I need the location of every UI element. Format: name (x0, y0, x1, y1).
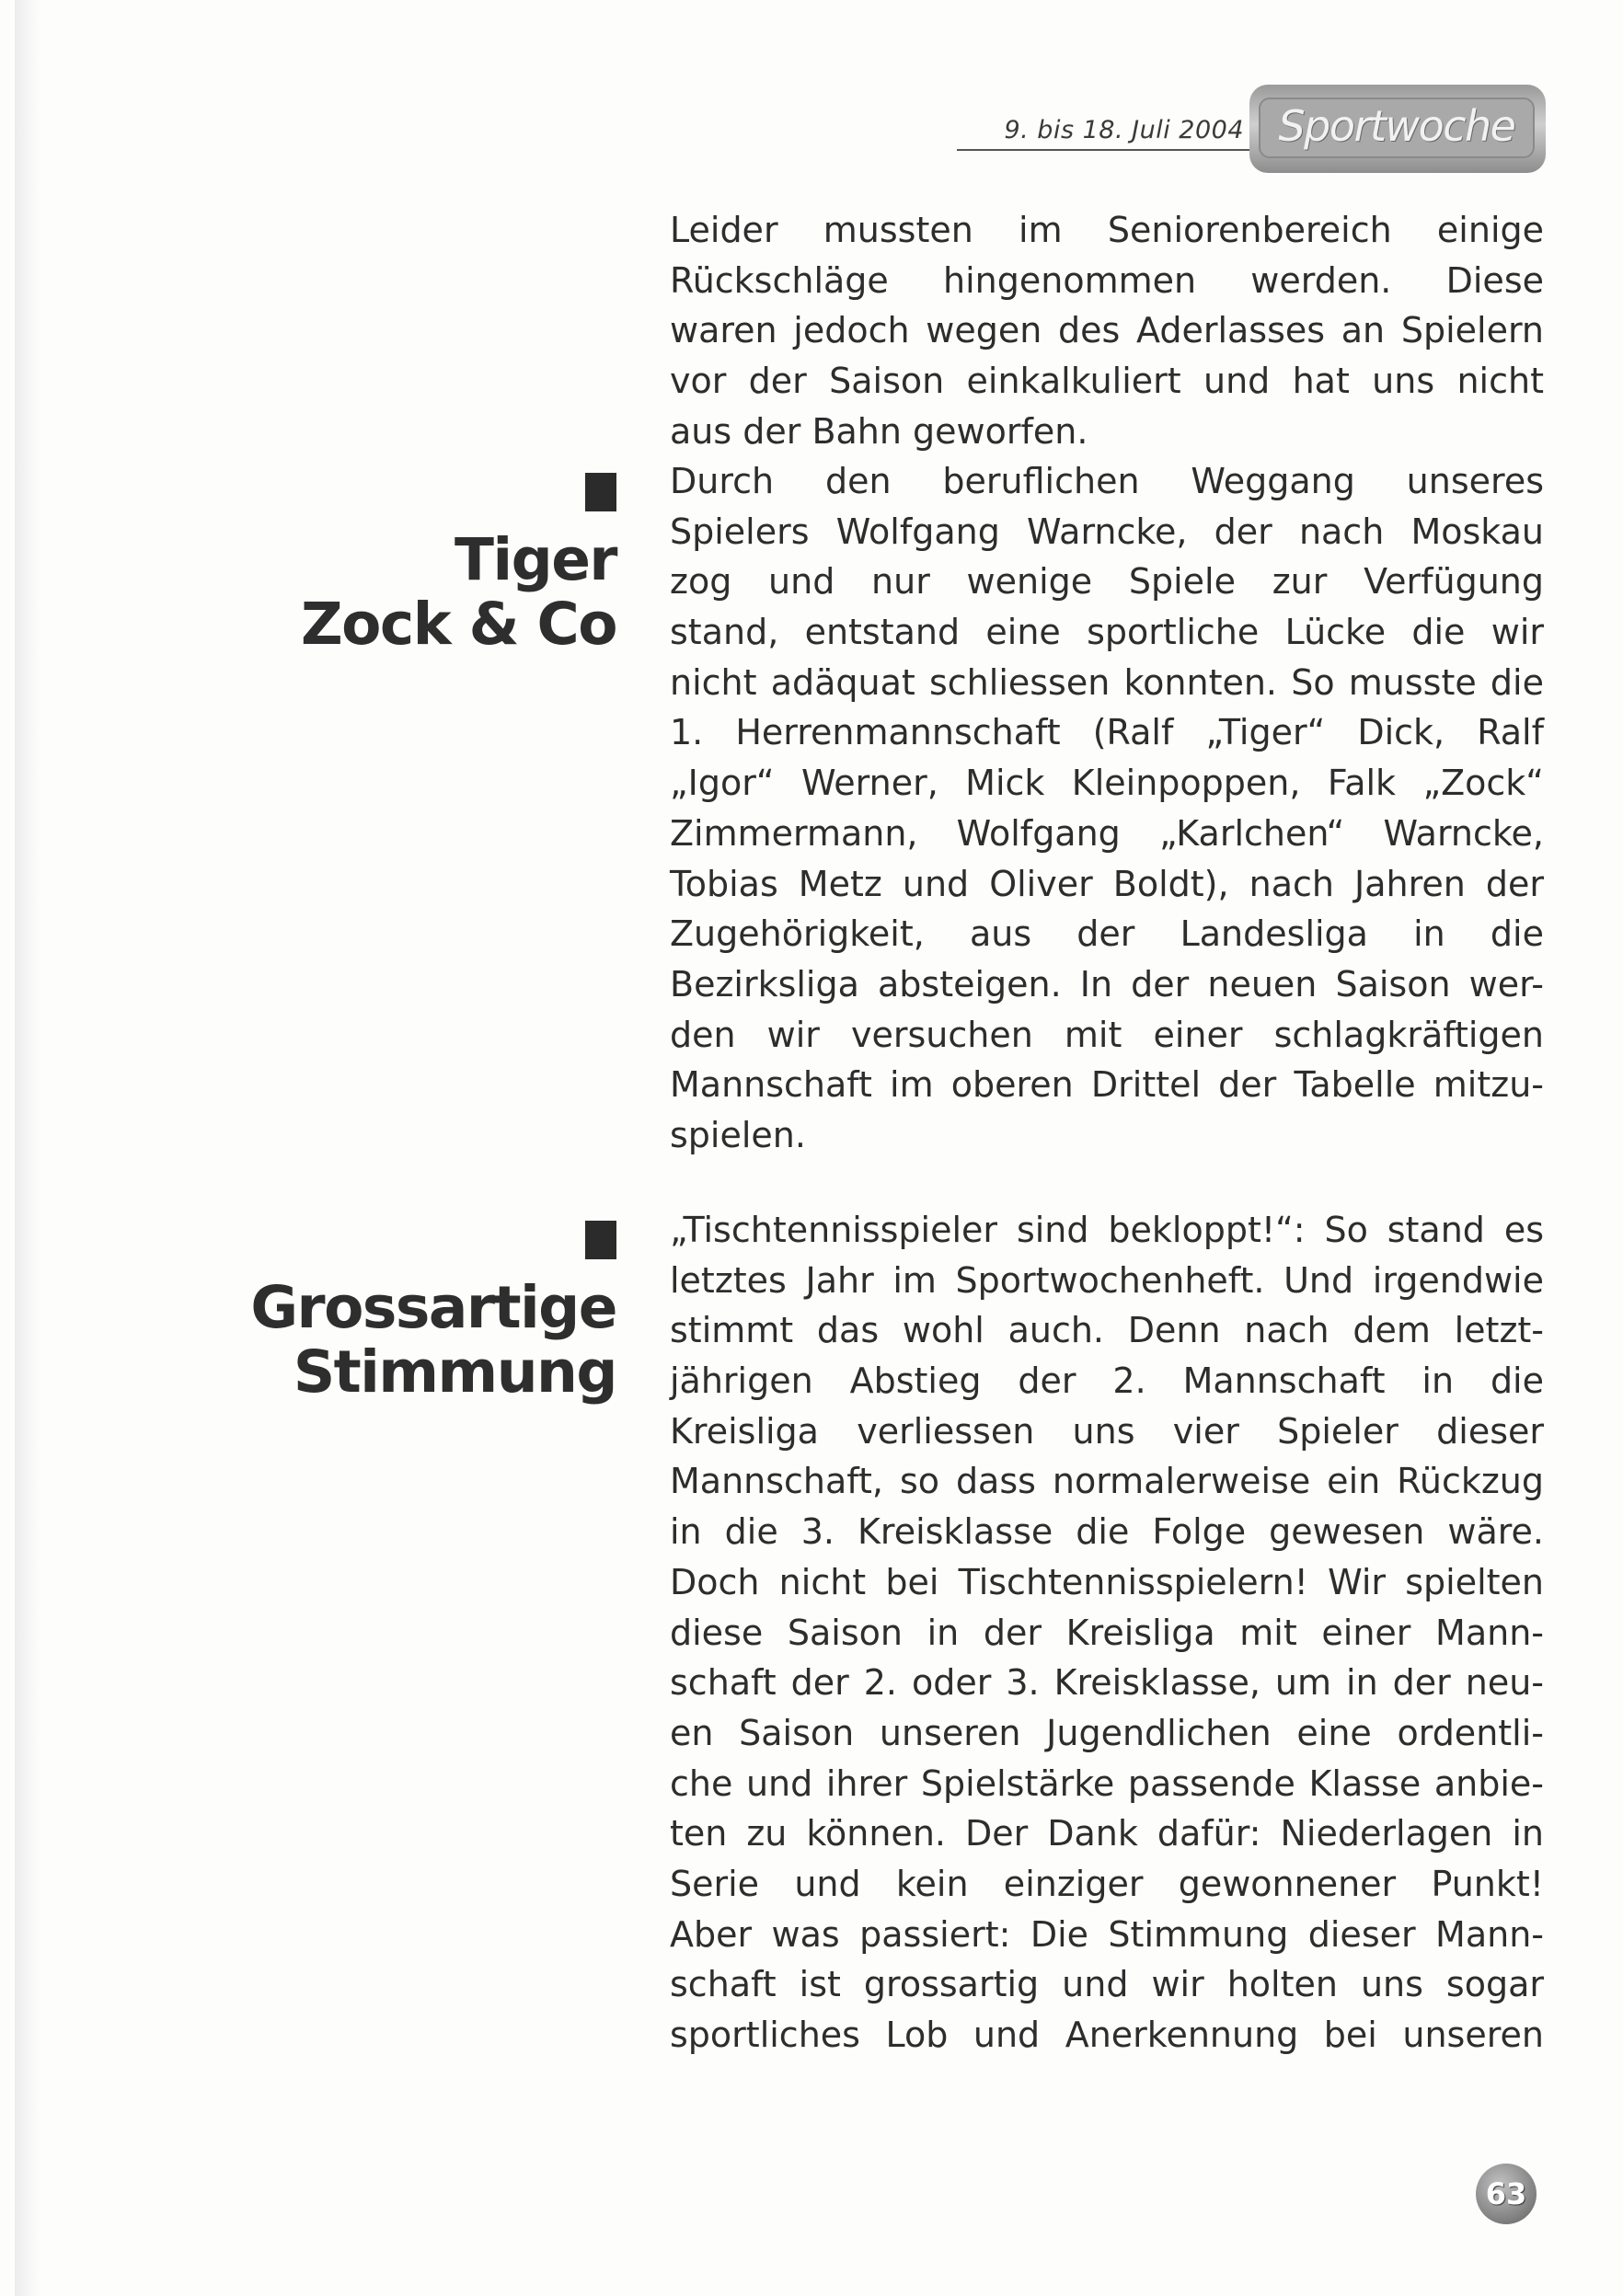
brand-badge (1249, 85, 1546, 173)
text-line: sportliches Lob und Anerkennung bei unseren (670, 2015, 1544, 2055)
text-line: „Tischtennisspieler sind bekloppt!“: So stand es (670, 1210, 1544, 1250)
text-line: Serie und kein einziger gewonnener Punkt! (670, 1863, 1544, 1904)
text-line: schaft der 2. oder 3. Kreisklasse, um in der neu- (670, 1662, 1544, 1704)
text-line: „Igor“ Werner, Mick Kleinpoppen, Falk „Zock“ (670, 763, 1544, 804)
text-line: waren jedoch wegen des Aderlasses an Spielern (670, 310, 1544, 351)
text-line: vor der Saison einkalkuliert und hat uns nicht (670, 361, 1544, 402)
heading-line: Tiger (455, 526, 616, 593)
page-number-badge: 63 (1476, 2164, 1537, 2224)
page-edge-shadow (15, 0, 40, 2296)
text-line: Bezirksliga absteigen. In der neuen Saison wer- (670, 963, 1544, 1004)
text-line: zog und nur wenige Spiele zur Verfügung (670, 561, 1544, 603)
heading-line: Grossartige (250, 1274, 616, 1341)
text-line: Durch den beruflichen Weggang unseres (670, 461, 1544, 501)
text-line: stand, entstand eine sportliche Lücke die wir (670, 612, 1544, 653)
text-line: Zimmermann, Wolfgang „Karlchen“ Warncke, (670, 812, 1544, 854)
text-line: Aber was passiert: Die Stimmung dieser Mann- (670, 1913, 1544, 1955)
text-line: diese Saison in der Kreisliga mit einer Mann- (670, 1612, 1544, 1653)
heading-text (301, 528, 616, 657)
paragraph-seniorenbereich (670, 205, 1544, 456)
text-line: Mannschaft, so dass normalerweise ein Rückzug (670, 1461, 1544, 1502)
square-bullet-icon (585, 1221, 616, 1259)
text-line: Kreisliga verliessen uns vier Spieler dieser (670, 1410, 1544, 1452)
text-line: Zugehörigkeit, aus der Landesliga in die (670, 913, 1544, 955)
header-date: 9. bis 18. Juli 2004 (1004, 116, 1244, 144)
text-line: Spielers Wolfgang Warncke, der nach Moskau (670, 511, 1544, 552)
square-bullet-icon (585, 473, 616, 511)
text-line: jährigen Abstieg der 2. Mannschaft in die (670, 1360, 1544, 1402)
text-line: letztes Jahr im Sportwochenheft. Und irgendwie (670, 1259, 1544, 1301)
heading-line: Stimmung (293, 1338, 616, 1406)
section-heading-stimmung (250, 1221, 616, 1405)
text-line: stimmt das wohl auch. Denn nach dem letzt- (670, 1310, 1544, 1351)
text-line: che und ihrer Spielstärke passende Klasse anbie- (670, 1762, 1544, 1804)
header-rule (957, 149, 1251, 151)
text-line: Leider mussten im Seniorenbereich einige (670, 210, 1544, 250)
text-line: Mannschaft im oberen Drittel der Tabelle mitzu- (670, 1064, 1544, 1106)
text-line: aus der Bahn geworfen. (670, 410, 1088, 452)
text-line: en Saison unseren Jugendlichen eine ordentli- (670, 1712, 1544, 1753)
page-header (957, 85, 1546, 173)
text-line: 1. Herrenmannschaft (Ralf „Tiger“ Dick, Ralf (670, 712, 1544, 753)
text-line: in die 3. Kreisklasse die Folge gewesen wäre. (670, 1511, 1544, 1553)
text-line: den wir versuchen mit einer schlagkräftigen (670, 1014, 1544, 1055)
text-line: spielen. (670, 1114, 806, 1155)
text-line: Doch nicht bei Tischtennisspielern! Wir spielten (670, 1561, 1544, 1602)
paragraph-grossartige-stimmung (670, 1205, 1544, 2061)
paragraph-tiger-zock (670, 456, 1544, 1161)
brand-title: Sportwoche (1278, 101, 1515, 151)
heading-line: Zock & Co (300, 591, 616, 658)
text-line: nicht adäquat schliessen konnten. So musste die (670, 661, 1544, 703)
text-line: schaft ist grossartig und wir holten uns sogar (670, 1964, 1544, 2005)
heading-text (250, 1276, 616, 1405)
text-line: Tobias Metz und Oliver Boldt), nach Jahren der (670, 863, 1544, 904)
section-heading-tiger (301, 473, 616, 657)
text-line: Rückschläge hingenommen werden. Diese (670, 259, 1544, 301)
text-line: ten zu können. Der Dank dafür: Niederlagen in (670, 1813, 1544, 1854)
